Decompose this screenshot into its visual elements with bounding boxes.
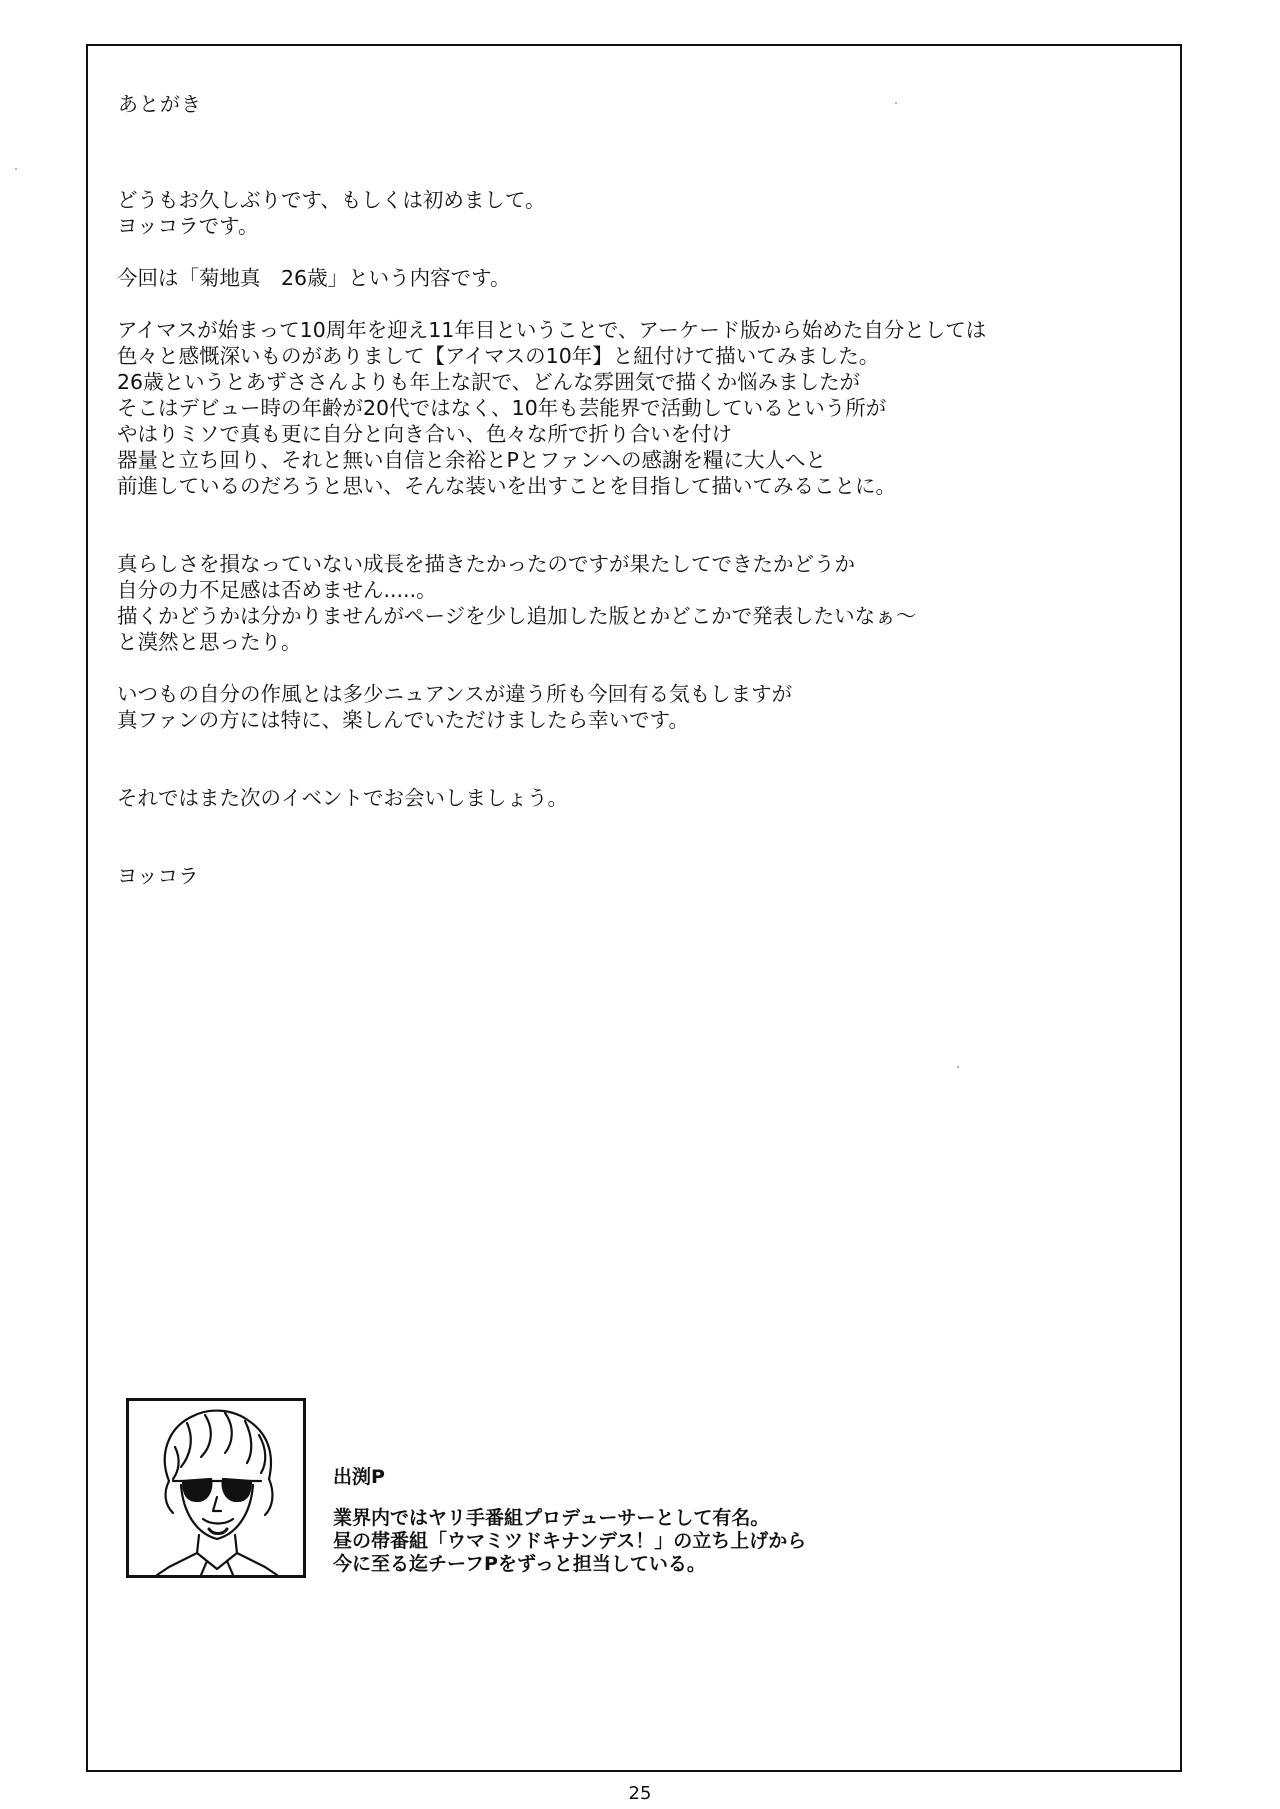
afterword-body — [117, 187, 1127, 889]
text-line: 業界内ではヤリ手番組プロデューサーとして有名。 — [333, 1507, 770, 1529]
portrait-illustration — [129, 1401, 303, 1575]
text-line: どうもお久しぶりです、もしくは初めまして。 — [117, 188, 546, 212]
text-line: ヨッコラです。 — [117, 214, 259, 238]
text-line: やはりミソで真も更に自分と向き合い、色々な所で折り合いを付け — [117, 422, 732, 446]
paragraph — [117, 551, 1127, 655]
text-line: 今に至る迄チーフPをずっと担当している。 — [333, 1553, 706, 1575]
text-line: 26歳というとあずささんよりも年上な訳で、どんな雰囲気で描くか悩みましたが — [117, 370, 861, 394]
text-line: そこはデビュー時の年齢が20代ではなく、10年も芸能界で活動しているという所が — [117, 396, 887, 420]
text-line: アイマスが始まって10周年を迎え11年目ということで、アーケード版から始めた自分としては — [117, 318, 987, 342]
text-line: ヨッコラ — [117, 864, 199, 888]
character-description — [333, 1507, 806, 1576]
character-name: 出渕P — [333, 1466, 385, 1488]
page-number: 25 — [628, 1783, 652, 1804]
text-line: 真ファンの方には特に、楽しんでいただけましたら幸いです。 — [117, 708, 689, 732]
text-line: 前進しているのだろうと思い、そんな装いを出すことを目指して描いてみることに。 — [117, 474, 896, 498]
text-line: それではまた次のイベントでお会いしましょう。 — [117, 786, 568, 810]
text-line: いつもの自分の作風とは多少ニュアンスが違う所も今回有る気もしますが — [117, 682, 793, 706]
paragraph — [117, 265, 1127, 291]
text-line: 今回は「菊地真 26歳」という内容です。 — [117, 266, 511, 290]
text-line: 昼の帯番組「ウマミツドキナンデス！」の立ち上げから — [333, 1530, 807, 1552]
scan-speck — [15, 168, 17, 170]
text-line: 描くかどうかは分かりませんがページを少し追加した版とかどこかで発表したいなぁ～ — [117, 604, 917, 628]
paragraph — [117, 317, 1127, 499]
text-line: 色々と感慨深いものがありまして【アイマスの10年】と紐付けて描いてみました。 — [117, 344, 880, 368]
text-line: と漠然と思ったり。 — [117, 630, 302, 654]
scan-speck — [895, 102, 897, 104]
paragraph — [117, 785, 1127, 811]
text-line: 真らしさを損なっていない成長を描きたかったのですが果たしてできたかどうか — [117, 552, 855, 576]
author-signature — [117, 863, 1127, 889]
paragraph — [117, 681, 1127, 733]
afterword-heading: あとがき — [118, 92, 202, 116]
text-line: 自分の力不足感は否めません.....。 — [117, 578, 437, 602]
paragraph — [117, 187, 1127, 239]
character-portrait — [126, 1398, 306, 1578]
scan-speck — [957, 1066, 959, 1068]
text-line: 器量と立ち回り、それと無い自信と余裕とPとファンへの感謝を糧に大人へと — [117, 448, 826, 472]
